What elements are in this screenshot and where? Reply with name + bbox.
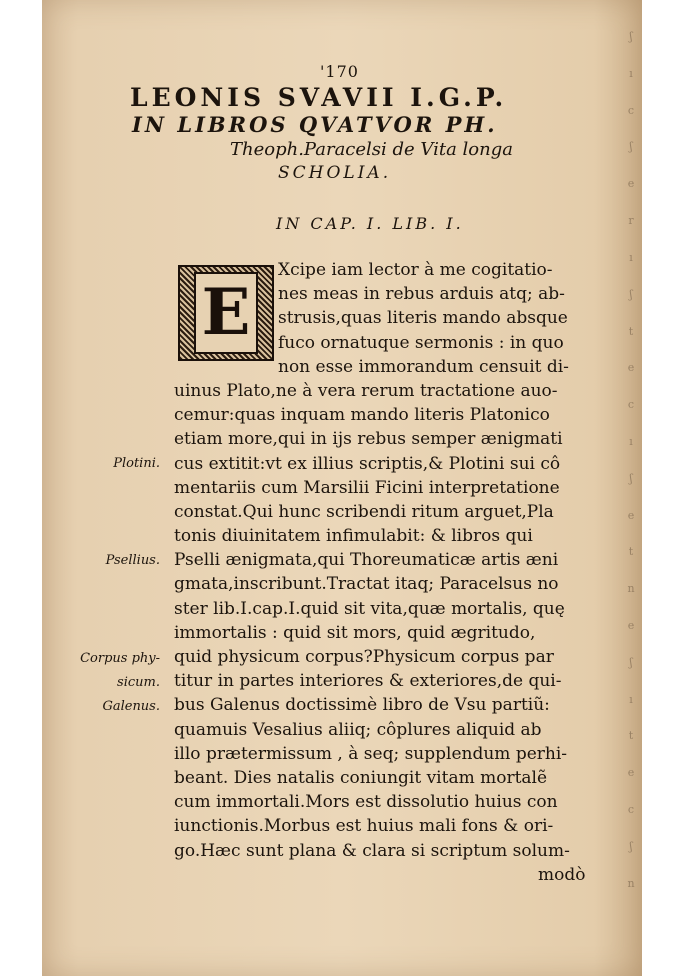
text-line: mentariis cum Marsilii Ficini interpretatione [174,477,560,498]
margin-notes [0,0,170,976]
text-line: Pselli ænigmata,qui Thoreumaticæ artis æni [174,550,559,571]
text-line: beant. Dies natalis coniungit vitam mortalẽ [174,767,548,788]
margin-note-sicum: sicum. [117,675,160,690]
text-line: strusis,quas literis mando absque [278,308,568,329]
margin-note-plotini: Plotini. [113,456,160,471]
text-line: cum immortali.Mors est dissolutio huius con [174,792,558,813]
text-line: iunctionis.Morbus est huius mali fons & ori- [174,816,554,837]
title-line-2: IN LIBROS QVATVOR PH. [132,112,498,137]
margin-note-psellius: Psellius. [105,553,160,568]
margin-note-corpus: Corpus phy- [80,651,160,666]
initial-letter: E [194,272,258,354]
text-line: cemur:quas inquam mando literis Platonico [174,405,550,426]
text-line: illo prætermissum , à seq; supplendum perhi- [174,743,568,764]
body-text [174,258,610,887]
text-line: ster lib.I.cap.I.quid sit vita,quæ mortalis, quę [174,598,565,619]
text-line: non esse immorandum censuit di- [278,356,569,377]
text-line: uinus Plato,ne à vera rerum tractatione auo- [174,380,558,401]
title-line-3: Theoph.Paracelsi de Vita longa [230,139,513,160]
text-line: immortalis : quid sit mors, quid ægritudo, [174,622,536,643]
text-line: tonis diuinitatem infimulabit: & libros qui [174,526,533,547]
text-line: fuco ornatuque sermonis : in quo [278,332,564,353]
text-line: gmata,inscribunt.Tractat itaq; Paracelsus no [174,574,559,595]
margin-note-galenus: Galenus. [102,699,160,714]
page-number: '170 [320,62,359,81]
text-line: cus extitit:vt ex illius scriptis,& Plotini sui cô [174,453,561,474]
text-line: etiam more,qui in ijs rebus semper ænigmati [174,429,563,450]
text-line: bus Galenus doctissimè libro de Vsu partiũ: [174,695,550,716]
title-line-4: SCHOLIA. [278,163,392,183]
text-line: go.Hæc sunt plana & clara si scriptum solum- [174,840,570,861]
bleed-through-text: ʃ ı c ʃ e r ı ʃ t e c ı ʃ e t n e ʃ ı t e c ʃ n [627,30,635,890]
title-line-1: LEONIS SVAVII I.G.P. [130,83,508,112]
text-line: nes meas in rebus arduis atq; ab- [278,284,565,305]
text-line: constat.Qui hunc scribendi ritum arguet,Pla [174,501,554,522]
text-line: titur in partes interiores & exteriores,de qui- [174,671,562,692]
text-line: quamuis Vesalius aliiq; côplures aliquid ab [174,719,542,740]
catchword: modò [538,864,586,885]
text-line: quid physicum corpus?Physicum corpus par [174,647,554,667]
chapter-heading: IN CAP. I. LIB. I. [276,214,464,233]
text-line: Xcipe iam lector à me cogitatio- [278,260,553,280]
